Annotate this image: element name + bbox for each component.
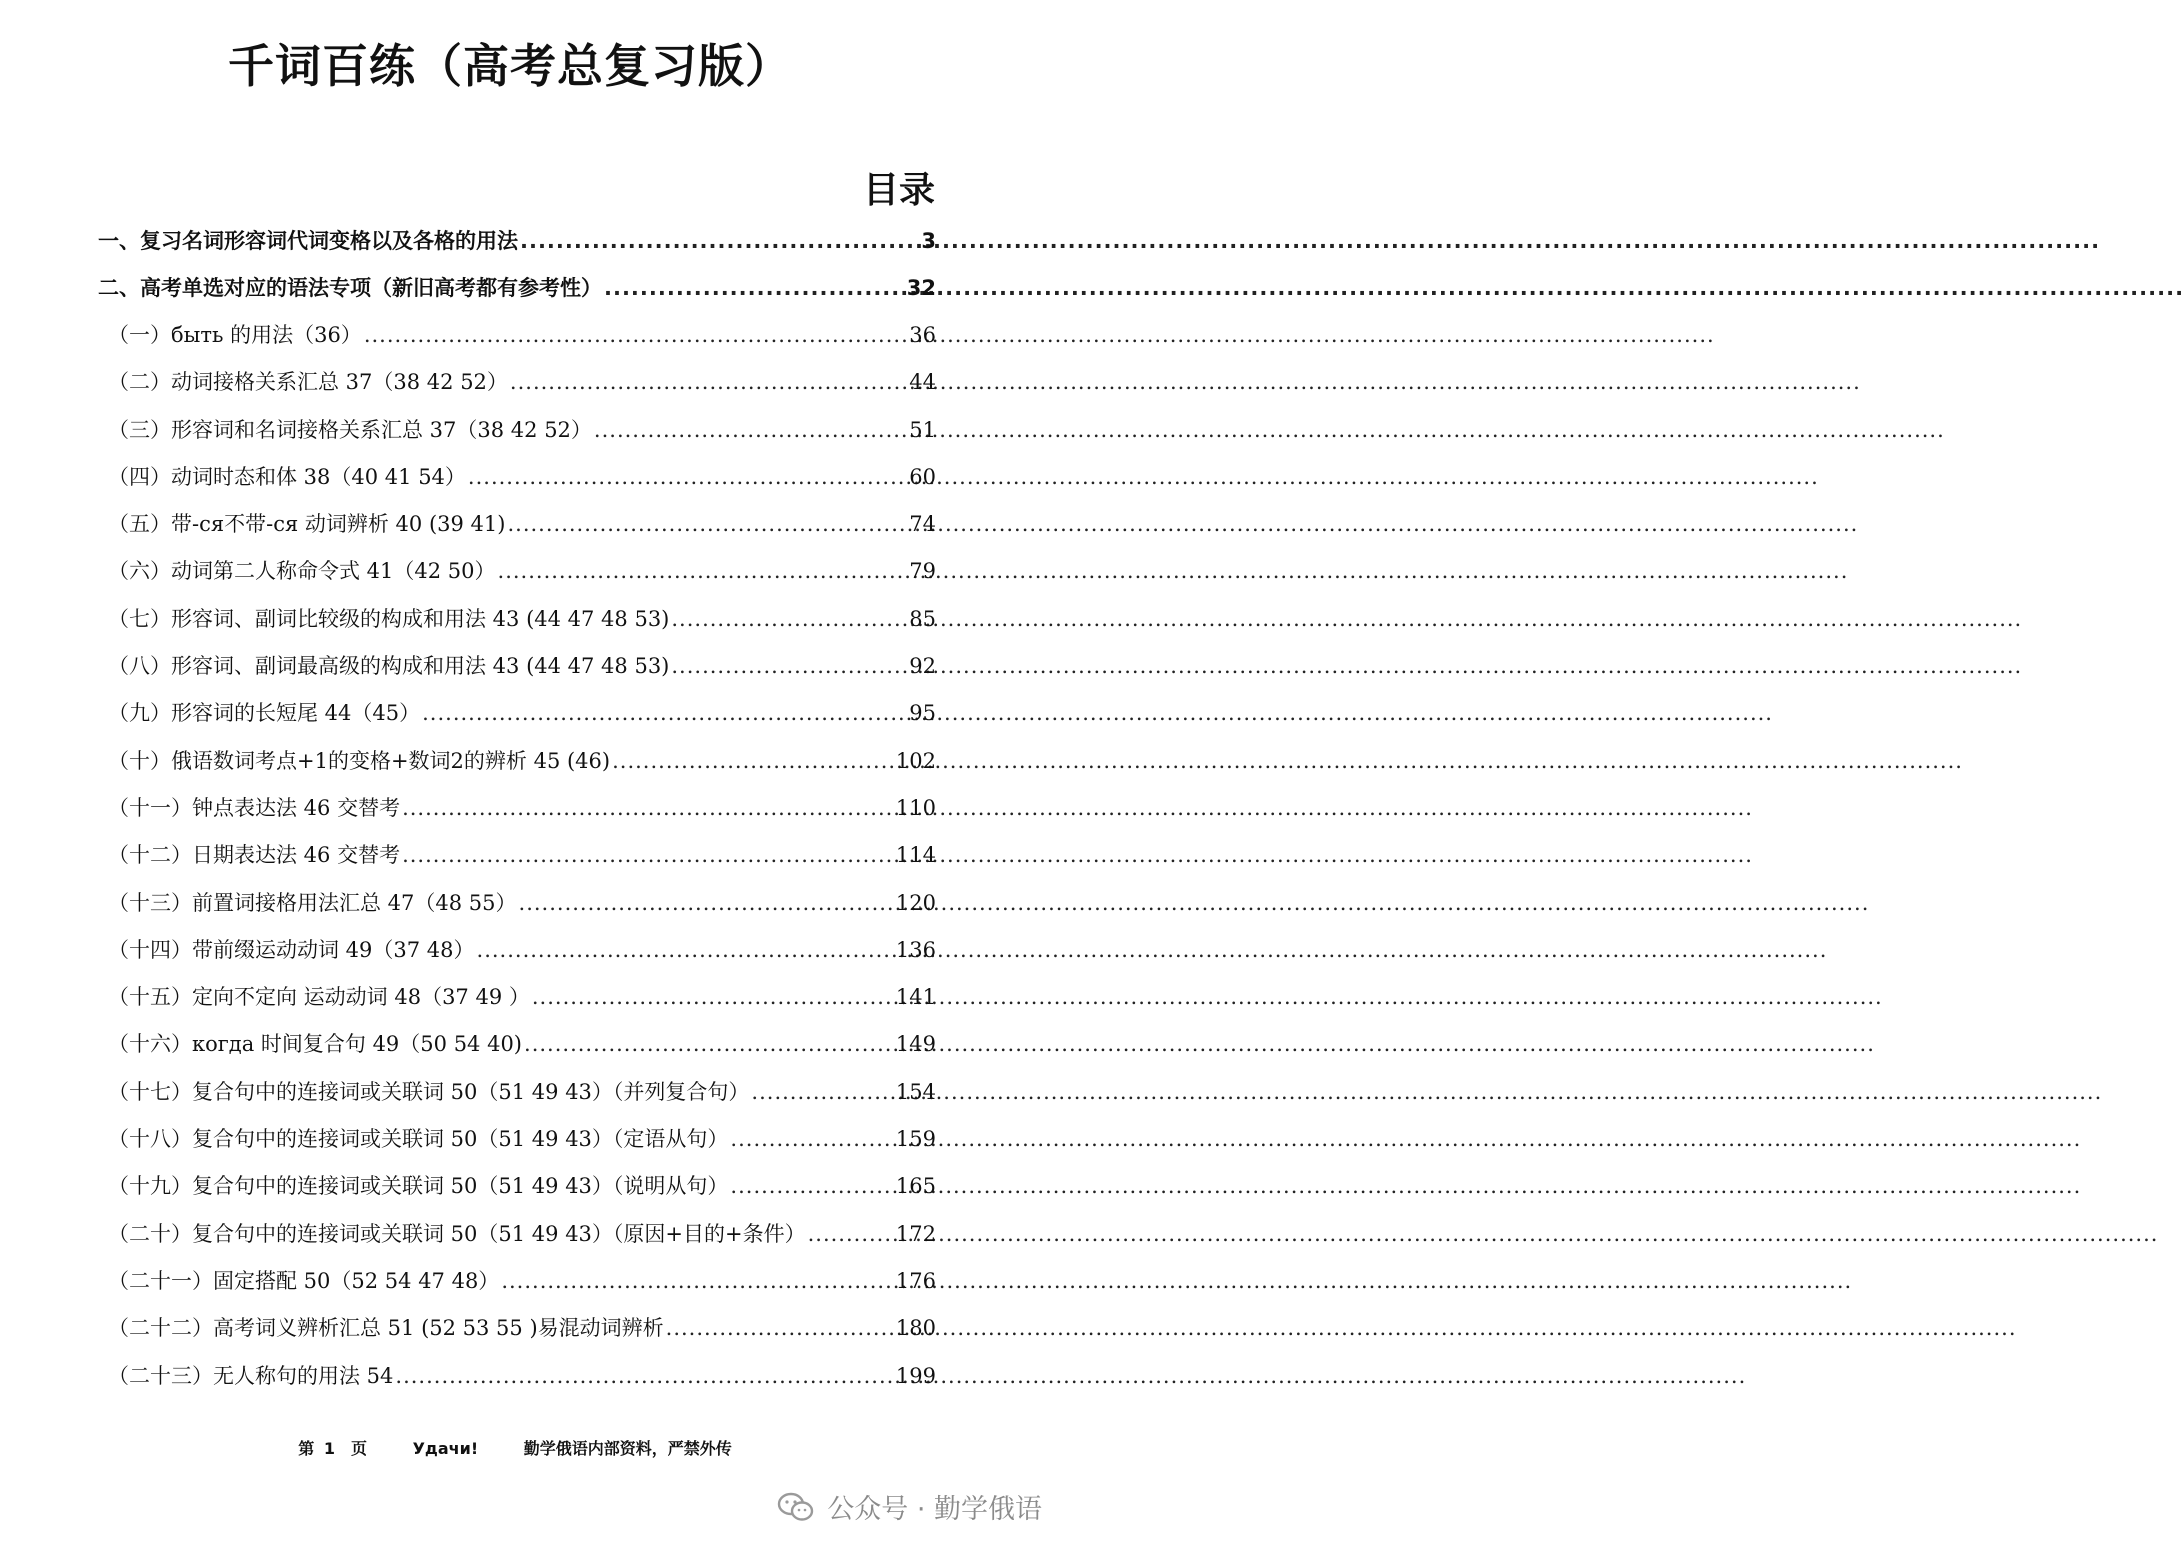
toc-entry-title: 带-ся不带-ся 动词辨析 40 (39 41) xyxy=(171,512,506,537)
toc-entry[interactable] xyxy=(98,1163,936,1210)
toc-entry[interactable] xyxy=(98,738,936,785)
toc-leader-dots xyxy=(524,1021,894,1068)
watermark xyxy=(777,1487,1042,1526)
toc-entry-page: 102 xyxy=(895,748,936,773)
toc-entry-page: 74 xyxy=(909,512,936,537)
toc-entry-number: 一、 xyxy=(98,229,140,253)
toc-leader-dots xyxy=(751,1069,893,1116)
toc-entry-number: （十九） xyxy=(108,1174,192,1199)
toc-entry[interactable] xyxy=(98,1305,936,1352)
toc-entry[interactable] xyxy=(98,454,936,501)
toc-entry-page: 44 xyxy=(909,370,936,395)
toc-leader-dots xyxy=(671,643,907,690)
toc-entry-number: （二十二） xyxy=(108,1316,213,1341)
toc-entry-title: когда 时间复合句 49（50 54 40) xyxy=(192,1032,523,1057)
toc-entry[interactable] xyxy=(98,218,936,265)
toc-entry-title: 动词第二人称命令式 41（42 50） xyxy=(171,559,496,584)
toc-entry[interactable] xyxy=(98,359,936,406)
toc-entry-title: 形容词、副词最高级的构成和用法 43 (44 47 48 53) xyxy=(171,654,670,679)
toc-entry-number: （一） xyxy=(108,323,171,347)
toc-entry-page: 114 xyxy=(895,843,936,868)
document-title: 千词百练（高考总复习版） xyxy=(228,39,792,93)
toc-leader-dots xyxy=(477,927,894,974)
toc-entry-number: （二十三） xyxy=(108,1363,213,1388)
toc-leader-dots xyxy=(507,501,907,548)
toc-entry-title: 无人称句的用法 54 xyxy=(213,1363,394,1388)
toc-entry-page: 110 xyxy=(895,795,936,820)
toc-entry-page: 165 xyxy=(895,1174,936,1199)
toc-entry[interactable] xyxy=(98,880,936,927)
toc-entry-page: 172 xyxy=(895,1221,936,1246)
toc-entry-number: （十五） xyxy=(108,985,192,1010)
toc-leader-dots xyxy=(468,454,907,501)
wechat-icon xyxy=(777,1492,815,1522)
toc-entry-title: 形容词和名词接格关系汇总 37（38 42 52） xyxy=(171,417,592,442)
toc-leader-dots xyxy=(612,738,894,785)
toc-entry[interactable] xyxy=(98,974,936,1021)
toc-entry-number: （十一） xyxy=(108,795,192,820)
toc-entry-number: （六） xyxy=(108,559,171,584)
toc-entry[interactable] xyxy=(98,548,936,595)
toc-entry[interactable] xyxy=(98,927,936,974)
toc-entry-title: 前置词接格用法汇总 47（48 55） xyxy=(192,890,517,915)
toc-entry[interactable] xyxy=(98,501,936,548)
toc-entry-number: （十七） xyxy=(108,1079,192,1104)
footer-notice: 勤学俄语内部资料，严禁外传 xyxy=(523,1439,732,1458)
toc-entry-number: （三） xyxy=(108,417,171,442)
toc-leader-dots xyxy=(666,1305,894,1352)
toc-entry-page: 136 xyxy=(895,937,936,962)
toc-entry-page: 176 xyxy=(895,1268,936,1293)
toc-entry-page: 79 xyxy=(909,559,936,584)
page-footer xyxy=(0,1436,1030,1459)
footer-page-number: 第 1 页 xyxy=(298,1439,367,1458)
toc-entry-page: 141 xyxy=(895,985,936,1010)
toc-entry-title: 复合句中的连接词或关联词 50（51 49 43）（原因+目的+条件） xyxy=(192,1221,806,1246)
toc-entry-page: 120 xyxy=(895,890,936,915)
toc-entry-title: 复习名词形容词代词变格以及各格的用法 xyxy=(140,229,518,253)
toc-entry-page: 36 xyxy=(909,323,936,347)
toc-leader-dots xyxy=(510,359,907,406)
toc-leader-dots xyxy=(422,690,907,737)
toc-entry-page: 85 xyxy=(909,606,936,631)
toc-entry-number: （八） xyxy=(108,654,171,679)
toc-entry-number: （九） xyxy=(108,701,171,726)
toc-leader-dots xyxy=(808,1211,894,1258)
toc-entry-page: 199 xyxy=(895,1363,936,1388)
toc-entry-title: 动词接格关系汇总 37（38 42 52） xyxy=(171,370,508,395)
toc-entry-page: 60 xyxy=(909,464,936,489)
toc-entry-title: 高考单选对应的语法专项（新旧高考都有参考性） xyxy=(140,276,602,300)
toc-entry[interactable] xyxy=(98,690,936,737)
toc-entry-title: 日期表达法 46 交替考 xyxy=(192,843,401,868)
toc-entry[interactable] xyxy=(98,1353,936,1400)
toc-leader-dots xyxy=(402,832,894,879)
toc-leader-dots xyxy=(730,1116,893,1163)
toc-entry[interactable] xyxy=(98,407,936,454)
toc-entry[interactable] xyxy=(98,1258,936,1305)
toc-leader-dots xyxy=(519,880,894,927)
toc-leader-dots xyxy=(520,218,919,265)
footer-greeting: Удачи! xyxy=(412,1439,479,1458)
toc-entry[interactable] xyxy=(98,832,936,879)
toc-entry[interactable] xyxy=(98,1116,936,1163)
toc-entry-number: （十六） xyxy=(108,1032,192,1057)
toc-leader-dots xyxy=(594,407,907,454)
toc-entry-number: （四） xyxy=(108,464,171,489)
toc-leader-dots xyxy=(604,265,905,312)
toc-heading: 目录 xyxy=(862,170,935,211)
toc-leader-dots xyxy=(730,1163,893,1210)
toc-entry-title: 高考词义辨析汇总 51 (52 53 55 )易混动词辨析 xyxy=(213,1316,664,1341)
toc-entry-page: 149 xyxy=(895,1032,936,1057)
toc-entry-number: （五） xyxy=(108,512,171,537)
toc-entry[interactable] xyxy=(98,785,936,832)
toc-entry[interactable] xyxy=(98,643,936,690)
toc-entry-number: （十二） xyxy=(108,843,192,868)
toc-leader-dots xyxy=(364,312,907,359)
toc-entry-title: быть 的用法（36） xyxy=(171,323,362,347)
toc-entry-number: （十三） xyxy=(108,890,192,915)
table-of-contents xyxy=(98,218,936,1400)
toc-entry-page: 154 xyxy=(895,1079,936,1104)
toc-entry-page: 95 xyxy=(909,701,936,726)
toc-entry[interactable] xyxy=(98,265,936,312)
toc-leader-dots xyxy=(395,1353,894,1400)
toc-entry-page: 180 xyxy=(895,1316,936,1341)
toc-entry[interactable] xyxy=(98,1021,936,1068)
toc-entry-title: 定向不定向 运动动词 48（37 49 ） xyxy=(192,985,530,1010)
toc-leader-dots xyxy=(498,548,908,595)
toc-leader-dots xyxy=(501,1258,894,1305)
toc-entry-number: （十） xyxy=(108,748,171,773)
toc-leader-dots xyxy=(402,785,894,832)
toc-leader-dots xyxy=(671,596,907,643)
toc-entry[interactable] xyxy=(98,1211,936,1258)
toc-entry[interactable] xyxy=(98,1069,936,1116)
toc-entry-page: 92 xyxy=(909,654,936,679)
toc-entry-title: 复合句中的连接词或关联词 50（51 49 43）（定语从句） xyxy=(192,1127,729,1152)
toc-entry-title: 复合句中的连接词或关联词 50（51 49 43）（说明从句） xyxy=(192,1174,729,1199)
toc-entry-page: 3 xyxy=(921,229,936,253)
toc-entry-title: 带前缀运动动词 49（37 48） xyxy=(192,937,475,962)
toc-entry-title: 俄语数词考点+1的变格+数词2的辨析 45 (46) xyxy=(171,748,611,773)
toc-entry-page: 159 xyxy=(895,1127,936,1152)
watermark-text: 公众号 · 勤学俄语 xyxy=(827,1494,1042,1525)
toc-entry-number: （二十一） xyxy=(108,1268,213,1293)
toc-entry-number: （十四） xyxy=(108,937,192,962)
toc-leader-dots xyxy=(532,974,894,1021)
toc-entry-number: 二、 xyxy=(98,276,140,300)
toc-entry[interactable] xyxy=(98,312,936,359)
toc-entry[interactable] xyxy=(98,596,936,643)
toc-entry-title: 固定搭配 50（52 54 47 48） xyxy=(213,1268,500,1293)
toc-entry-number: （十八） xyxy=(108,1127,192,1152)
toc-entry-number: （二十） xyxy=(108,1221,192,1246)
toc-entry-title: 钟点表达法 46 交替考 xyxy=(192,795,401,820)
toc-entry-number: （二） xyxy=(108,370,171,395)
toc-entry-title: 复合句中的连接词或关联词 50（51 49 43）（并列复合句） xyxy=(192,1079,750,1104)
toc-entry-title: 形容词的长短尾 44（45） xyxy=(171,701,421,726)
toc-entry-page: 32 xyxy=(906,276,936,300)
toc-entry-number: （七） xyxy=(108,606,171,631)
toc-entry-page: 51 xyxy=(909,417,936,442)
toc-entry-title: 动词时态和体 38（40 41 54） xyxy=(171,464,466,489)
toc-entry-title: 形容词、副词比较级的构成和用法 43 (44 47 48 53) xyxy=(171,606,670,631)
